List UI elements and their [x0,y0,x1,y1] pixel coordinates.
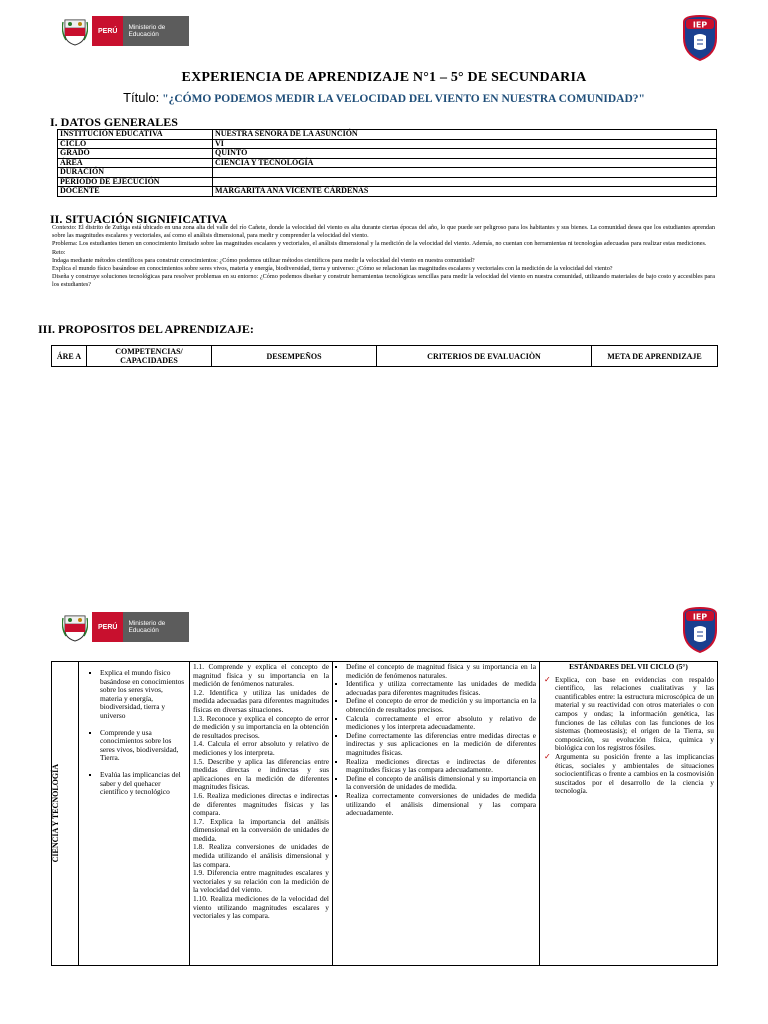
header-desempenos: DESEMPEÑOS [212,346,377,367]
situacion-text: Contexto: El distrito de Zuñiga está ubicado en una zona alta del valle del río Cañete, donde la velocidad del viento es alta durante ciertas épocas del año, lo que puede ser peligroso para los habitantes y sus bienes. La comunidad desea que los estudiantes aprendan sobre las magnitudes escalares y vectoriales, así como el análisis dimensional, para medir y comprender la velocidad del viento. Problema: Los estudiantes tienen un conocimiento limitado sobre las magnitudes escalares y vectoriales, el análisis dimensional y la medición de la velocidad del viento. Además, no cuentan con herramientas ni tecnologías adecuadas para realizar estas mediciones. Reto: Indaga mediante métodos científicos para construir conocimientos: ¿Cómo podemos utilizar métodos científicos para medir la velocidad del viento en nuestra comunidad? Explica el mundo físico basándose en conocimientos sobre seres vivos, materia y energía, biodiversidad, tierra y universo: ¿Cómo se relacionan las magnitudes escalares y vectoriales con la medición de la velocidad del viento? Diseña y construye soluciones tecnológicas para resolver problemas en su entorno: ¿Cómo podemos diseñar y construir herramientas tecnológicas sencillas para medir la velocidad del viento en nuestra comunidad, utilizando materiales de bajo costo y accesibles para los estudiantes? [52,224,715,289]
estandares-cell [540,662,718,966]
subtitle-label: Título: [123,90,160,105]
criterios-cell [333,662,540,966]
ministry-label: Ministerio de Educación [123,16,189,46]
list-item: ▪ Identifica y utiliza correctamente las unidades de medida adecuadas para diferentes magnitudes físicas. [346,680,536,697]
list-item: 1.3. Reconoce y explica el concepto de error de medición y su importancia en la obtención de resultados precisos. [193,713,329,740]
table-row: INSTITUCIÓN EDUCATIVA NUESTRA SEÑORA DE LA ASUNCIÓN [58,130,717,140]
minedu-logo-2 [62,612,189,642]
peru-label: PERÚ [92,612,123,642]
subtitle-value: "¿CÓMO PODEMOS MEDIR LA VELOCIDAD DEL VIENTO EN NUESTRA COMUNIDAD?" [162,93,645,105]
list-item: 1.6. Realiza mediciones directas e indirectas de diferentes magnitudes físicas y las compara. [193,790,329,818]
header-meta: META DE APRENDIZAJE [592,346,718,367]
list-item: 1.8. Realiza conversiones de unidades de medida utilizando el análisis dimensional y las compara. [193,842,329,869]
list-item: ✓ Explica, con base en evidencias con respaldo científico, las relaciones cualitativas y las cuantificables entre: la estructura microscópica de un material y su reactividad con otros materiales o con campos y ondas; la información genética, las funciones de las células con las funciones de los sistemas (homeostasis); el origen de la Tierra, su composición, su evolución física, química y biológica con los registros fósiles. [555,676,714,753]
iep-shield-icon [680,12,720,62]
list-item: 1.10. Realiza mediciones de la velocidad del viento utilizando magnitudes escalares y vectoriales y las compara. [193,894,329,921]
list-item: ▪ Define el concepto de error de medición y su importancia en la obtención de resultados precisos. [346,697,536,714]
datos-generales-table [57,129,717,197]
list-item: ▪ Comprende y usa conocimientos sobre los seres vivos, biodiversidad, Tierra. [100,729,186,763]
list-item: 1.2. Identifica y utiliza las unidades de medida adecuadas para diferentes magnitudes físicas en diversas situaciones. [193,687,329,714]
iep-logo-2 [680,604,720,659]
svg-text:IEP: IEP [692,20,708,30]
table-row: PERIODO DE EJECUCIÓN [58,177,717,187]
subtitle [0,90,768,106]
area-cell [52,662,79,966]
list-item: 1.9. Diferencia entre magnitudes escalares y vectoriales y su relación con la medición de la velocidad del viento. [193,868,329,895]
table-row: DURACIÓN [58,168,717,178]
peru-label: PERÚ [92,16,123,46]
table-row: CICLO VI [58,139,717,149]
estandares-title: ESTÁNDARES DEL VII CICLO (5°) [569,662,688,671]
list-item: ▪ Define el concepto de magnitud física y su importancia en la medición de fenómenos naturales. [346,663,536,680]
list-item: 1.7. Explica la importancia del análisis dimensional en la conversión de unidades de medida. [193,816,329,843]
area-label: CIENCIA Y TECNOLOGÍA [51,764,60,863]
list-item: ▪ Evalúa las implicancias del saber y del quehacer científico y tecnológico [100,771,186,797]
table-row: GRADO QUINTO [58,149,717,159]
table-row: ÁREA CIENCIA Y TECNOLOGÍA [58,158,717,168]
section-datos-generales: I. DATOS GENERALES [50,115,178,129]
table-row: DOCENTE MARGARITA ANA VICENTE CÁRDENAS [58,187,717,197]
list-item: ▪ Realiza correctamente conversiones de unidades de medida utilizando el análisis dimensional y las compara adecuadamente. [346,792,536,818]
minedu-logo [62,16,189,46]
page-title: EXPERIENCIA DE APRENDIZAJE N°1 – 5° DE SECUNDARIA [181,70,587,85]
ministry-label: Ministerio de Educación [123,612,189,642]
iep-shield-icon [680,604,720,654]
section-propositos: III. PROPOSITOS DEL APRENDIZAJE: [38,322,254,336]
section-situacion-significativa: II. SITUACIÓN SIGNIFICATIVA [50,212,228,226]
table-row [52,662,718,966]
iep-logo [680,12,720,67]
header-area: ÁRE A [52,346,87,367]
competencias-cell [79,662,190,966]
propositos-header-table [51,345,718,367]
propositos-body-table [51,661,718,966]
list-item: ▪ Define correctamente las diferencias entre medidas directas e indirectas y sus aplicaciones en la medición de diferentes magnitudes físicas. [346,732,536,758]
peru-coat-of-arms-icon [62,612,88,642]
peru-coat-of-arms-icon [62,16,88,46]
list-item: ▪ Calcula correctamente el error absoluto y relativo de mediciones y los interpreta adecuadamente. [346,715,536,732]
list-item: 1.4. Calcula el error absoluto y relativo de mediciones y los interpreta. [193,739,329,757]
list-item: ▪ Define el concepto de análisis dimensional y su importancia en la conversión de unidades de medida. [346,775,536,792]
list-item: ▪ Explica el mundo físico basándose en conocimientos sobre los seres vivos, materia y energía, biodiversidad, tierra y universo [100,669,186,721]
list-item: ▪ Realiza mediciones directas e indirectas de diferentes magnitudes físicas y las compara adecuadamente. [346,758,536,775]
desempenos-cell [190,662,333,966]
list-item: ✓ Argumenta su posición frente a las implicancias éticas, sociales y ambientales de situaciones sociocientíficas o frente a cambios en la cosmovisión suscitados por el desarrollo de la ciencia y tecnología. [555,753,714,796]
list-item: 1.5. Describe y aplica las diferencias entre medidas directas e indirectas y sus aplicaciones en la medición de diferentes magnitudes físicas. [193,756,329,792]
list-item: 1.1. Comprende y explica el concepto de magnitud física y su importancia en la medición de fenómenos naturales. [193,662,329,689]
header-competencias: COMPETENCIAS/ CAPACIDADES [87,346,212,367]
header-criterios: CRITERIOS DE EVALUACIÒN [377,346,592,367]
svg-text:IEP: IEP [692,612,708,622]
